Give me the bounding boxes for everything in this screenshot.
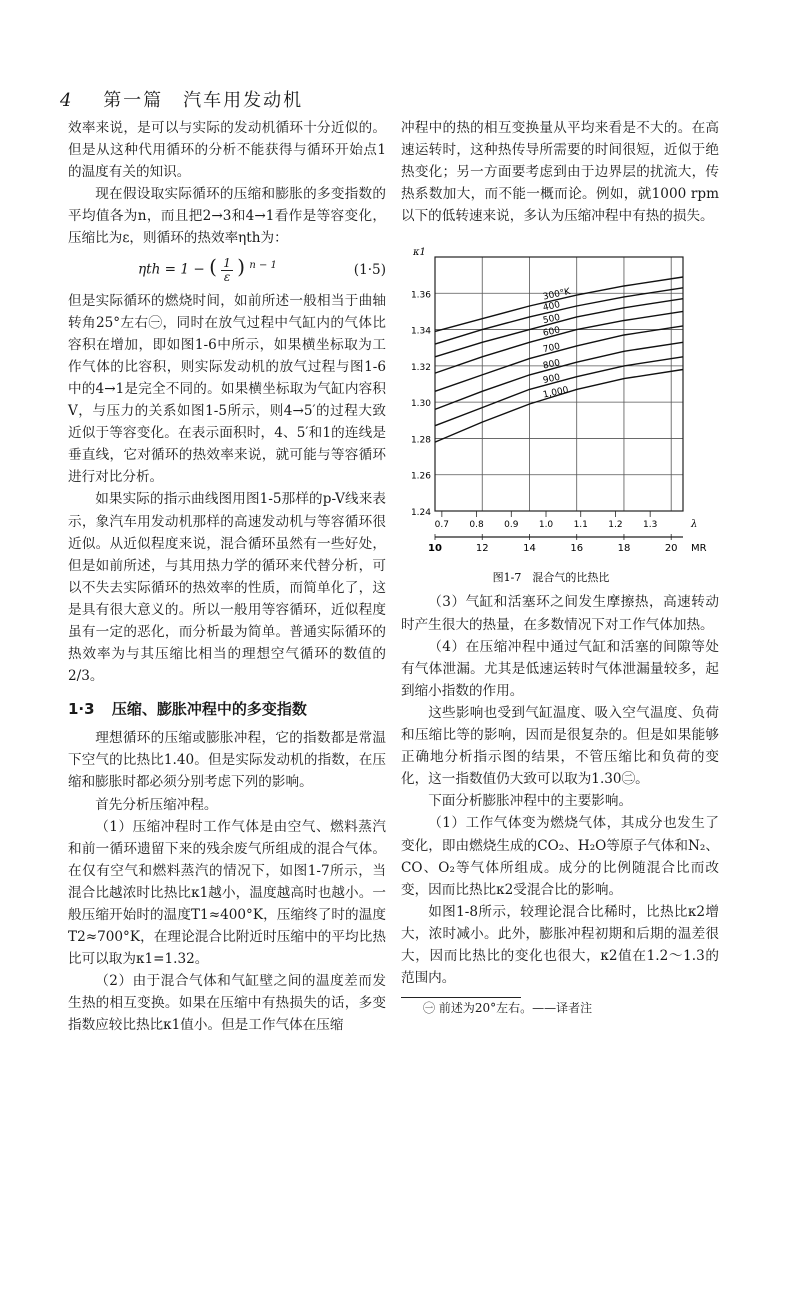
y-tick-label: 1.30 [410, 399, 431, 410]
paragraph: 理想循环的压缩或膨胀冲程，它的指数都是常温下空气的比热比1.40。但是实际发动机的指数，在压缩和膨胀时都必须分别考虑下列的影响。 [68, 730, 386, 791]
series-label-6: 900 [542, 373, 562, 387]
chart-svg [401, 239, 719, 591]
equation-1-5 [68, 250, 386, 290]
mr-tick-label: 18 [617, 543, 631, 555]
series-label-3: 600 [542, 325, 562, 340]
paragraph: 如图1-8所示，较理论混合比稀时，比热比κ2增大，浓时减小。此外，膨胀冲程初期和后期的温差很大，因而比热比的变化也很大，κ2值在1.2～1.3的范围内。 [401, 903, 719, 987]
equation-exponent: n − 1 [249, 260, 277, 272]
section-number: 1·3 [68, 700, 95, 719]
series-label-7: 1,000 [542, 385, 570, 402]
paragraph: 如果实际的指示曲线图用图1-5那样的p-V线来表示，象汽车用发动机那样的高速发动机与等容循环很近似。从近似程度来说，混合循环虽然有一些好处，但是如前所述，与其用热力学的循环来代替分析，可以不失去实际循环的热效率的性质，而简单化了，这是具有很大意义的。所以一般用等容循环，近似程度虽有一定的恶化，而分析最为简单。普通实际循环的热效率为与其压缩比相当的理想空气循环的数值的2/3。 [68, 491, 386, 685]
equation-number: (1·5) [353, 261, 386, 278]
lambda-tick-label: 1.1 [573, 520, 588, 531]
paragraph: （3）气缸和活塞环之间发生摩擦热，高速转动时产生很大的热量，在多数情况下对工作气体加热。 [401, 594, 719, 633]
lambda-tick-label: 1.3 [643, 520, 658, 531]
series-label-0: 300°K [542, 287, 572, 304]
footnote: ㊀ 前述为20°左右。——译者注 [423, 1001, 593, 1016]
lambda-tick-label: 1.0 [538, 520, 554, 531]
fraction-numerator: 1 [223, 255, 231, 270]
paragraph: 下面分析膨胀冲程中的主要影响。 [428, 793, 633, 810]
figure-caption: 图1-7 混合气的比热比 [492, 571, 610, 585]
paragraph: 效率来说，是可以与实际的发动机循环十分近似的。但是从这种代用循环的分析不能获得与循环开始点1的温度有关的知识。 [68, 120, 386, 181]
y-tick-label: 1.26 [410, 472, 431, 483]
lambda-tick-label: 1.2 [608, 520, 623, 531]
paragraph: （1）工作气体变为燃烧气体，其成分也发生了变化，即由燃烧生成的CO₂、H₂O等原子气体和N₂、CO、O₂等气体所组成。成分的比例随混合比而改变，因而比热比κ2受混合比的影响。 [401, 815, 719, 898]
mr-tick-label: 12 [475, 543, 489, 555]
series-label-5: 800 [542, 358, 562, 372]
mr-tick-label: 14 [523, 543, 536, 555]
equation-lhs: ηth = 1 − [138, 261, 205, 278]
mr-tick-label: 10 [428, 543, 442, 555]
series-label-1: 400 [542, 300, 562, 314]
lambda-tick-label: 0.7 [434, 520, 450, 531]
right-column [401, 117, 719, 1018]
paragraph: 现在假设取实际循环的压缩和膨胀的多变指数的平均值各为n，而且把2→3和4→1看作是等容变化，压缩比为ε，则循环的热效率ηth为： [68, 186, 386, 247]
series-label-4: 700 [542, 342, 562, 356]
lambda-tick-label: 0.9 [504, 520, 519, 531]
paragraph: 但是实际循环的燃烧时间，如前所述一般相当于曲轴转角25°左右㊀，同时在放气过程中气缸内的气体比容积在增加，即如图1-6中所示，如果横坐标取为工作气体的比容积，则实际发动机的放气过程与图1-6中的4→1是完全不同的。如果横坐标取为气缸内容积V，与压力的关系如图1-5所示，则4→5′的过程大致近似于等容变化。在表示面积时，4、5′和1的连线是垂直线，它对循环的热效率来说，就可能与等容循环进行对比分析。 [68, 292, 386, 486]
y-tick-label: 1.24 [410, 508, 431, 519]
equation-body: ηth = 1 − ( $\frac{1}{\varepsilon}$ ) $^{n - 1}$ [138, 254, 277, 284]
y-tick-label: 1.36 [410, 290, 431, 301]
section-heading [68, 697, 386, 721]
mr-tick-label: 16 [570, 543, 584, 555]
paragraph: （1）压缩冲程时工作气体是由空气、燃料蒸汽和前一循环遗留下来的残余废气所组成的混合气体。在仅有空气和燃料蒸汽的情况下，如图1-7所示，当混合比越浓时比热比κ1越小，温度越高时也越小。一般压缩开始时的温度T1≈400°K，压缩终了时的温度T2≈700°K，在理论混合比附近时压缩中的平均比热比可以取为κ1=1.32。 [68, 818, 386, 968]
y-tick-label: 1.34 [410, 327, 431, 338]
fraction-denominator: ε [223, 269, 231, 284]
lambda-axis-label: λ [691, 519, 698, 531]
section-title: 压缩、膨胀冲程中的多变指数 [111, 700, 307, 719]
paragraph: （2）由于混合气体和气缸壁之间的温度差而发生热的相互变换。如果在压缩中有热损失的话，多变指数应较比热比κ1值小。但是工作气体在压缩 [68, 973, 386, 1034]
paragraph: 冲程中的热的相互变换量从平均来看是不大的。在高速运转时，这种热传导所需要的时间很短，近似于绝热变化；另一方面要考虑到由于边界层的扰流大，传热系数加大，而不能一概而论。例如，就1000 rpm以下的低转速来说，多认为压缩冲程中有热的损失。 [401, 120, 719, 225]
header-title: 第一篇 汽车用发动机 [103, 90, 304, 111]
paragraph: 这些影响也受到气缸温度、吸入空气温度、负荷和压缩比等的影响，因而是很复杂的。但是如果能够正确地分析指示图的结果，不管压缩比和负荷的变化，这一指数值仍大致可以取为1.30㊁。 [401, 704, 719, 788]
figure-1-7 [401, 239, 719, 591]
equation-fraction [221, 257, 233, 284]
mr-axis-label: MR [691, 543, 707, 555]
page-number: 4 [60, 90, 74, 111]
paragraph: 首先分析压缩冲程。 [95, 796, 218, 813]
series-label-2: 500 [542, 313, 562, 327]
y-axis-label: κ1 [413, 247, 426, 259]
left-column [68, 117, 386, 1037]
mr-tick-label: 20 [664, 543, 678, 555]
running-header [60, 86, 303, 112]
y-tick-label: 1.32 [410, 363, 431, 374]
lambda-tick-label: 0.8 [469, 520, 484, 531]
paragraph: （4）在压缩冲程中通过气缸和活塞的间隙等处有气体泄漏。尤其是低速运转时气体泄漏量较多，起到缩小指数的作用。 [401, 638, 719, 699]
y-tick-label: 1.28 [410, 435, 431, 446]
